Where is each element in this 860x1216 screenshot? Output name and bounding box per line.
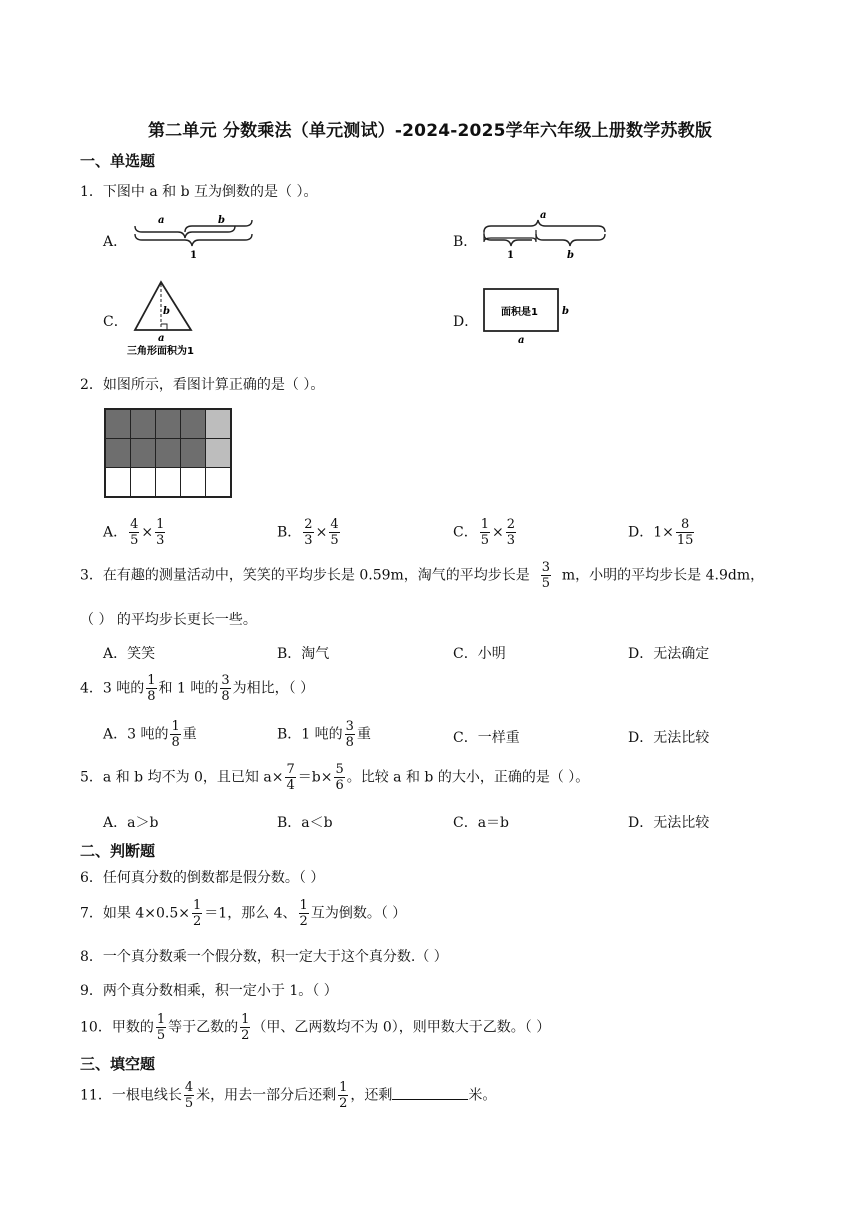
q1-option-b-label: B． [453, 234, 478, 250]
q1c-caption: 三角形面积为1 [127, 346, 194, 357]
grid-cell-dark [131, 409, 156, 439]
grid-cell-dark [105, 409, 131, 439]
fraction: $\frac{1}{5}$ [156, 1012, 166, 1043]
q1-figure-b [480, 208, 610, 264]
grid-cell-light [206, 439, 232, 468]
grid-cell-light [206, 409, 232, 439]
q3-option-c: C．小明 [453, 646, 506, 662]
question-3-stem: 3．在有趣的测量活动中，笑笑的平均步长是 0.59m，淘气的平均步长是 $\frac{3}{5}$ m，小明的平均步长是 4.9dm， [80, 560, 765, 591]
fraction: $\frac{1}{2}$ [299, 898, 308, 929]
q4-option-d: D．无法比较 [628, 730, 710, 746]
question-4-stem: 4．3 吨的 $\frac{1}{8}$ 和 1 吨的 $\frac{3}{8}$ 为相比，（ ） [80, 673, 315, 704]
question-9: 9．两个真分数相乘，积一定小于 1。（ ） [80, 983, 338, 999]
q1d-b-label: b [562, 306, 569, 317]
fraction: $\frac{1}{2}$ [339, 1080, 348, 1111]
fraction: $\frac{2}{3}$ [304, 517, 313, 548]
question-1-stem: 1．下图中 a 和 b 互为倒数的是（ ）。 [80, 184, 318, 200]
grid-cell-white [181, 468, 206, 498]
q1d-area-text: 面积是1 [501, 307, 538, 318]
fraction: $\frac{3}{8}$ [221, 673, 230, 704]
grid-cell-white [131, 468, 156, 498]
question-5-stem: 5．a 和 b 均不为 0，且已知 a× $\frac{7}{4}$ ＝b× $\frac{5}{6}$ 。比较 a 和 b 的大小，正确的是（ ）。 [80, 762, 590, 793]
grid-cell-dark [156, 439, 181, 468]
fraction: $\frac{1}{3}$ [156, 517, 165, 548]
question-11: 11．一根电线长 $\frac{4}{5}$ 米，用去一部分后还剩 $\frac{1}{2}$ ，还剩 米。 [80, 1080, 497, 1111]
grid-cell-white [206, 468, 232, 498]
q2-option-d-label: D． [628, 524, 654, 541]
q2-option-b: B． $\frac{2}{3}$ × $\frac{4}{5}$ [277, 517, 339, 548]
q5-option-d: D．无法比较 [628, 815, 710, 831]
fraction: $\frac{8}{15}$ [676, 517, 694, 548]
grid-row [105, 409, 231, 439]
grid-cell-dark [181, 409, 206, 439]
fraction: $\frac{2}{3}$ [506, 517, 516, 548]
q2-option-c-label: C． [453, 524, 478, 541]
q1-figure-d-rectangle [480, 286, 575, 346]
q5-option-c: C．a＝b [453, 815, 510, 831]
q4-option-c: C．一样重 [453, 730, 520, 746]
q3-option-a: A．笑笑 [103, 646, 156, 662]
q5-option-b: B．a＜b [277, 815, 333, 831]
q1c-b-label: b [163, 306, 170, 317]
grid-row [105, 439, 231, 468]
q1-option-d-label: D． [453, 314, 479, 330]
q2-option-c: C． $\frac{1}{5}$ × $\frac{2}{3}$ [453, 517, 516, 548]
q1d-a-label: a [518, 335, 525, 346]
grid-row [105, 468, 231, 498]
q2-shaded-grid [104, 408, 232, 498]
q1a-a-label: a [158, 215, 165, 226]
fraction: $\frac{1}{2}$ [193, 898, 202, 929]
question-2-stem: 2．如图所示，看图计算正确的是（ ）。 [80, 377, 325, 393]
question-3-line-2: （ ） 的平均步长更长一些。 [80, 612, 257, 628]
q1b-b-label: b [567, 250, 574, 261]
fraction: $\frac{7}{4}$ [286, 762, 295, 793]
fraction: $\frac{4}{5}$ [330, 517, 339, 548]
fraction: $\frac{4}{5}$ [184, 1080, 194, 1111]
fraction: $\frac{5}{6}$ [335, 762, 344, 793]
fraction: $\frac{3}{8}$ [345, 719, 354, 750]
q1-option-a-label: A． [103, 234, 128, 250]
q1-figure-a [130, 212, 260, 264]
grid-cell-white [105, 468, 131, 498]
q4-option-a: A．3 吨的 $\frac{1}{8}$ 重 [103, 719, 197, 750]
q1a-one-label: 1 [190, 250, 197, 261]
fraction: $\frac{3}{5}$ [541, 560, 550, 591]
q4-option-b: B．1 吨的 $\frac{3}{8}$ 重 [277, 719, 371, 750]
q1b-one-label: 1 [507, 250, 514, 261]
fraction: $\frac{1}{5}$ [480, 517, 489, 548]
section-heading-fill-blank: 三、填空题 [80, 1055, 156, 1073]
grid-cell-dark [156, 409, 181, 439]
page-title: 第二单元 分数乘法（单元测试）-2024-2025学年六年级上册数学苏教版 [147, 121, 713, 141]
fraction: $\frac{4}{5}$ [130, 517, 139, 548]
q2-option-b-label: B． [277, 524, 302, 541]
question-10: 10．甲数的 $\frac{1}{5}$ 等于乙数的 $\frac{1}{2}$ （甲、乙两数均不为 0），则甲数大于乙数。（ ） [80, 1012, 551, 1043]
question-8: 8．一个真分数乘一个假分数，积一定大于这个真分数.（ ） [80, 949, 448, 965]
q1a-b-label: b [218, 215, 225, 226]
q2-option-d: D．1× $\frac{8}{15}$ [628, 517, 694, 548]
q1-figure-c-triangle [125, 278, 215, 358]
q2-option-a-label: A． [103, 524, 128, 541]
q5-option-a: A．a＞b [103, 815, 159, 831]
section-heading-single-choice: 一、单选题 [80, 152, 156, 170]
grid-cell-white [156, 468, 181, 498]
section-heading-true-false: 二、判断题 [80, 842, 156, 860]
fraction: $\frac{1}{8}$ [147, 673, 156, 704]
q1c-a-label: a [158, 333, 165, 344]
grid-cell-dark [105, 439, 131, 468]
q3-option-b: B．淘气 [277, 646, 330, 662]
grid-cell-dark [131, 439, 156, 468]
q1-option-c-label: C． [103, 314, 128, 330]
fraction: $\frac{1}{8}$ [171, 719, 180, 750]
question-7: 7．如果 4×0.5× $\frac{1}{2}$ ＝1，那么 4、 $\frac{1}{2}$ 互为倒数。（ ） [80, 898, 407, 929]
q3-option-d: D．无法确定 [628, 646, 710, 662]
q2-option-a: A． $\frac{4}{5}$ × $\frac{1}{3}$ [103, 517, 165, 548]
grid-cell-dark [181, 439, 206, 468]
question-6: 6．任何真分数的倒数都是假分数。（ ） [80, 870, 325, 886]
fraction: $\frac{1}{2}$ [241, 1012, 250, 1043]
q1b-a-label: a [540, 210, 547, 221]
answer-blank[interactable] [392, 1085, 468, 1100]
